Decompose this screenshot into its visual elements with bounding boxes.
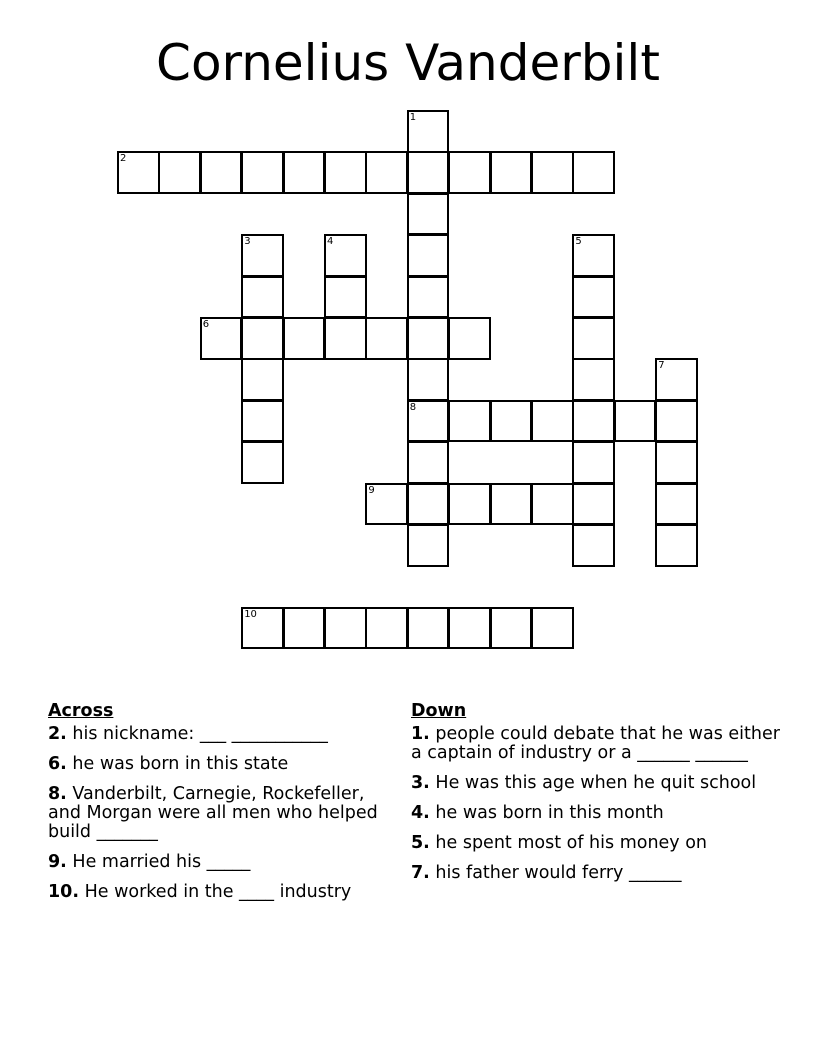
cell-number: 10 [244,608,257,620]
grid-cell[interactable] [655,358,698,401]
grid-cell[interactable] [572,358,615,401]
grid-cell[interactable] [407,193,450,236]
grid-cell[interactable] [572,483,615,526]
grid-cell[interactable] [572,317,615,360]
grid-cell[interactable] [241,151,284,194]
grid-cell[interactable] [324,317,367,360]
grid-cell[interactable] [365,317,408,360]
across-clues [48,702,388,913]
cell-number: 9 [368,484,375,496]
down-heading: Down [411,701,467,721]
grid-cell[interactable] [324,276,367,319]
clue-number: 1. [411,724,430,744]
grid-cell[interactable] [572,524,615,567]
grid-cell[interactable] [407,317,450,360]
grid-cell[interactable] [490,607,533,650]
clue-across-8 [48,785,388,842]
cell-number: 7 [658,360,665,372]
grid-cell[interactable] [241,400,284,443]
clue-across-10 [48,883,388,902]
clue-text: his nickname: ___ ___________ [72,724,328,744]
grid-cell[interactable] [572,234,615,277]
grid-cell[interactable] [324,607,367,650]
clue-number: 5. [411,833,430,853]
puzzle-title: Cornelius Vanderbilt [156,34,660,92]
across-heading: Across [48,701,114,721]
grid-cell[interactable] [117,151,160,194]
grid-cell[interactable] [407,483,450,526]
grid-cell[interactable] [407,151,450,194]
clue-text: people could debate that he was either a captain of industry or a ______ ______ [411,724,780,763]
grid-cell[interactable] [324,151,367,194]
clue-text: He was this age when he quit school [435,773,757,793]
grid-cell[interactable] [200,151,243,194]
grid-cell[interactable] [572,400,615,443]
grid-cell[interactable] [365,151,408,194]
clue-down-7 [411,864,781,883]
clue-text: his father would ferry ______ [435,863,682,883]
clue-number: 6. [48,754,67,774]
clue-number: 2. [48,724,67,744]
clue-across-2 [48,725,388,744]
grid-cell[interactable] [241,607,284,650]
grid-cell[interactable] [448,483,491,526]
clue-text: he was born in this month [435,803,664,823]
grid-cell[interactable] [365,483,408,526]
grid-cell[interactable] [407,358,450,401]
grid-cell[interactable] [655,524,698,567]
clue-down-5 [411,834,781,853]
clue-number: 3. [411,773,430,793]
grid-cell[interactable] [324,234,367,277]
clue-number: 9. [48,852,67,872]
clue-text: He worked in the ____ industry [84,882,352,902]
grid-cell[interactable] [572,151,615,194]
grid-cell[interactable] [531,400,574,443]
grid-cell[interactable] [407,524,450,567]
grid-cell[interactable] [655,400,698,443]
grid-cell[interactable] [490,400,533,443]
clue-down-3 [411,774,781,793]
grid-cell[interactable] [365,607,408,650]
grid-cell[interactable] [241,441,284,484]
grid-cell[interactable] [448,607,491,650]
down-clues [411,702,781,894]
grid-cell[interactable] [283,607,326,650]
grid-cell[interactable] [572,276,615,319]
grid-cell[interactable] [241,358,284,401]
clue-across-9 [48,853,388,872]
grid-cell[interactable] [407,607,450,650]
grid-cell[interactable] [283,317,326,360]
grid-cell[interactable] [200,317,243,360]
grid-cell[interactable] [531,151,574,194]
cell-number: 1 [409,112,417,123]
grid-cell[interactable] [448,151,491,194]
grid-cell[interactable] [572,441,615,484]
grid-cell[interactable] [407,276,450,319]
clue-text: he was born in this state [72,754,289,774]
grid-cell[interactable] [241,276,284,319]
clue-across-6 [48,755,388,774]
clue-text: he spent most of his money on [435,833,708,853]
clue-down-1 [411,725,781,763]
grid-cell[interactable] [531,483,574,526]
cell-number: 5 [575,236,582,248]
grid-cell[interactable] [448,400,491,443]
clue-number: 4. [411,803,430,823]
grid-cell[interactable] [655,483,698,526]
cell-number: 3 [244,236,251,248]
clue-text: He married his _____ [72,852,251,872]
clue-number: 7. [411,863,430,883]
grid-cell[interactable] [283,151,326,194]
grid-cell[interactable] [158,151,201,194]
grid-cell[interactable] [531,607,574,650]
grid-cell[interactable] [241,234,284,277]
grid-cell[interactable] [241,317,284,360]
clue-down-4 [411,804,781,823]
grid-cell[interactable] [407,234,450,277]
grid-cell[interactable] [655,441,698,484]
grid-cell[interactable] [490,483,533,526]
cell-number: 2 [120,153,127,165]
clue-number: 10. [48,882,80,902]
grid-cell[interactable] [490,151,533,194]
grid-cell[interactable] [407,441,450,484]
grid-cell[interactable] [407,400,450,443]
clue-text: Vanderbilt, Carnegie, Rockefeller, and Morgan were all men who helped build _______ [48,784,378,842]
grid-cell[interactable] [448,317,491,360]
cell-number: 4 [327,236,334,248]
clue-number: 8. [48,784,67,804]
cell-number: 8 [409,401,417,413]
grid-cell[interactable] [614,400,657,443]
grid-cell[interactable] [407,110,450,153]
cell-number: 6 [202,319,210,330]
